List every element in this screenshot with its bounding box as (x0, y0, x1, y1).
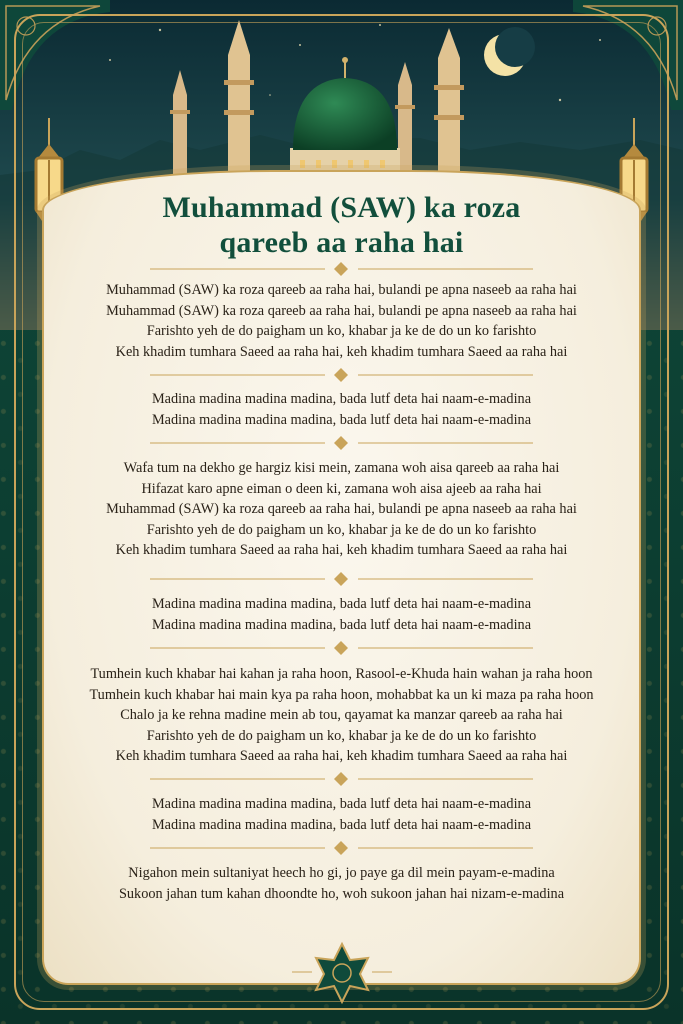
verse-line: Chalo ja ke rehna madine mein ab tou, qayamat ka manzar qareeb aa raha hai (120, 707, 563, 723)
stanza-2 (50, 389, 633, 430)
verse-line: Madina madina madina madina, bada lutf deta hai naam-e-madina (151, 816, 532, 833)
verse-line: Keh khadim tumhara Saeed aa raha hai, keh khadim tumhara Saeed aa raha hai (115, 343, 568, 360)
verse-line: Muhammad (SAW) ka roza qareeb aa raha hai, bulandi pe apna naseeb aa raha hai (106, 282, 577, 298)
verse-line: Keh khadim tumhara Saeed aa raha hai, keh khadim tumhara Saeed aa raha hai (115, 542, 568, 558)
stanza-7 (50, 863, 633, 904)
verse-line: Madina madina madina madina, bada lutf deta hai naam-e-madina (151, 796, 532, 812)
ornamental-divider-7 (150, 841, 533, 855)
verse-line: Wafa tum na dekho ge hargiz kisi mein, zamana woh aisa qareeb aa raha hai (123, 460, 560, 476)
verse-line: Madina madina madina madina, bada lutf deta hai naam-e-madina (151, 391, 532, 407)
title-line-1: Muhammad (SAW) ka roza (162, 191, 521, 224)
ornamental-divider-2 (150, 368, 533, 382)
ornamental-divider-1 (150, 262, 533, 276)
corner-ornament-top-left (0, 0, 110, 110)
bottom-star-ornament (292, 940, 392, 1006)
verse-line: Hifazat karo apne eiman o deen ki, zamana woh aisa ajeeb aa raha hai (141, 480, 542, 497)
verse-line: Madina madina madina madina, bada lutf deta hai naam-e-madina (151, 411, 532, 428)
corner-ornament-top-right (573, 0, 683, 110)
stanza-6 (50, 794, 633, 835)
page-title (0, 190, 683, 260)
stanza-5 (50, 664, 633, 767)
title-line-2: qareeb aa raha hai (219, 226, 464, 259)
ornamental-divider-6 (150, 772, 533, 786)
verse-line: Farishto yeh de do paigham un ko, khabar ja ke de do un ko farishto (146, 727, 537, 744)
verse-line: Tumhein kuch khabar hai kahan ja raha hoon, Rasool-e-Khuda hain wahan ja raha hoon (90, 666, 593, 682)
verse-line: Sukoon jahan tum kahan dhoondte ho, woh sukoon jahan hai nizam-e-madina (118, 885, 565, 902)
verse-line: Muhammad (SAW) ka roza qareeb aa raha hai, bulandi pe apna naseeb aa raha hai (106, 302, 577, 319)
ornamental-divider-3 (150, 436, 533, 450)
verse-line: Farishto yeh de do paigham un ko, khabar ja ke de do un ko farishto (146, 521, 537, 538)
ornamental-divider-5 (150, 641, 533, 655)
verse-line: Madina madina madina madina, bada lutf deta hai naam-e-madina (151, 596, 532, 612)
stanza-3 (50, 458, 633, 561)
verse-line: Farishto yeh de do paigham un ko, khabar ja ke de do un ko farishto (146, 323, 537, 339)
stanza-1 (50, 280, 633, 362)
ornamental-divider-4 (150, 572, 533, 586)
verse-line: Tumhein kuch khabar hai main kya pa raha hoon, mohabbat ka un ki maza pa raha hoon (89, 686, 594, 703)
verse-line: Nigahon mein sultaniyat heech ho gi, jo paye ga dil mein payam-e-madina (128, 865, 555, 881)
verse-line: Keh khadim tumhara Saeed aa raha hai, keh khadim tumhara Saeed aa raha hai (115, 748, 568, 764)
stanza-4 (50, 594, 633, 635)
verse-line: Muhammad (SAW) ka roza qareeb aa raha hai, bulandi pe apna naseeb aa raha hai (106, 501, 577, 517)
verse-line: Madina madina madina madina, bada lutf deta hai naam-e-madina (151, 616, 532, 633)
